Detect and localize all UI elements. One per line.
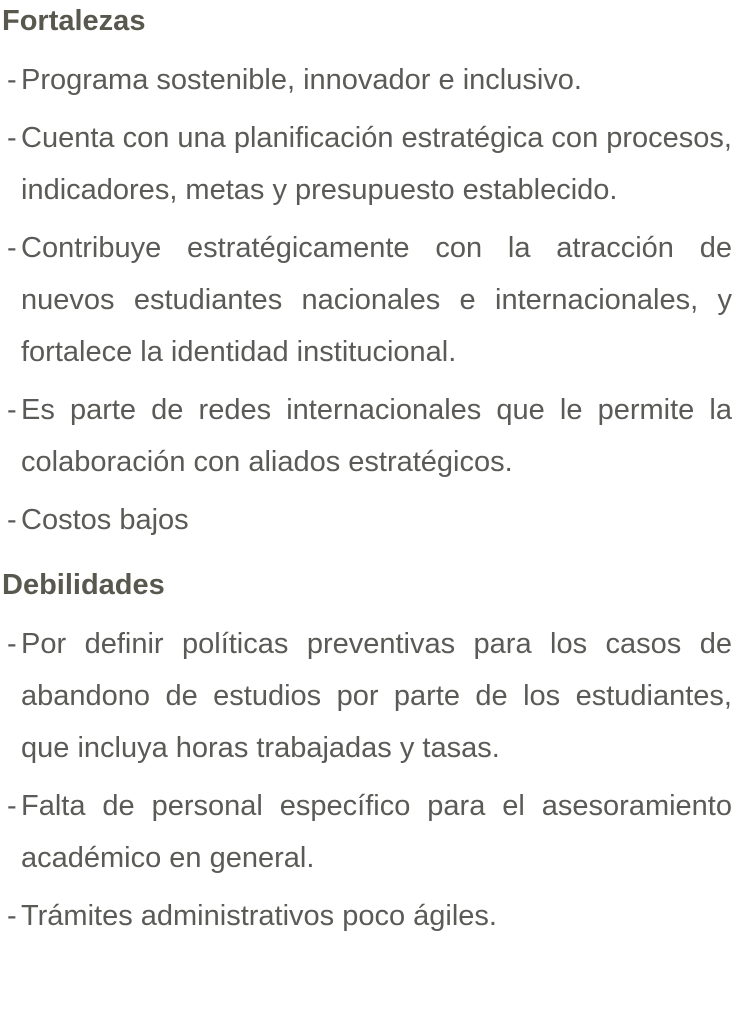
bullet-dash: - xyxy=(7,232,17,264)
list-item xyxy=(2,618,732,774)
list-item-text: Por definir políticas preventivas para los casos de abandono de estudios por parte de los estudiantes, que incluya horas trabajadas y tasas. xyxy=(21,628,732,764)
list-item-text: Falta de personal específico para el asesoramiento académico en general. xyxy=(21,790,732,874)
bullet-dash: - xyxy=(7,122,17,154)
bullet-dash: - xyxy=(7,900,17,932)
debilidades-list xyxy=(2,618,732,942)
list-item xyxy=(2,222,732,378)
list-item xyxy=(2,54,732,106)
bullet-dash: - xyxy=(7,628,17,660)
bullet-dash: - xyxy=(7,394,17,426)
list-item-text: Trámites administrativos poco ágiles. xyxy=(21,900,497,932)
bullet-dash: - xyxy=(7,504,17,536)
list-item xyxy=(2,112,732,216)
list-item xyxy=(2,780,732,884)
bullet-dash: - xyxy=(7,64,17,96)
list-item xyxy=(2,384,732,488)
list-item-text: Cuenta con una planificación estratégica con procesos, indicadores, metas y presupuesto establecido. xyxy=(21,122,732,206)
fortalezas-list xyxy=(2,54,732,546)
list-item xyxy=(2,890,732,942)
bullet-dash: - xyxy=(7,790,17,822)
section-title-fortalezas: Fortalezas xyxy=(2,5,146,37)
list-item xyxy=(2,494,732,546)
list-item-text: Contribuye estratégicamente con la atracción de nuevos estudiantes nacionales e internacionales, y fortalece la identidad institucional. xyxy=(21,232,732,368)
list-item-text: Programa sostenible, innovador e inclusivo. xyxy=(21,64,582,96)
section-title-debilidades: Debilidades xyxy=(2,569,165,601)
list-item-text: Es parte de redes internacionales que le permite la colaboración con aliados estratégicos. xyxy=(21,394,732,478)
list-item-text: Costos bajos xyxy=(21,504,189,536)
